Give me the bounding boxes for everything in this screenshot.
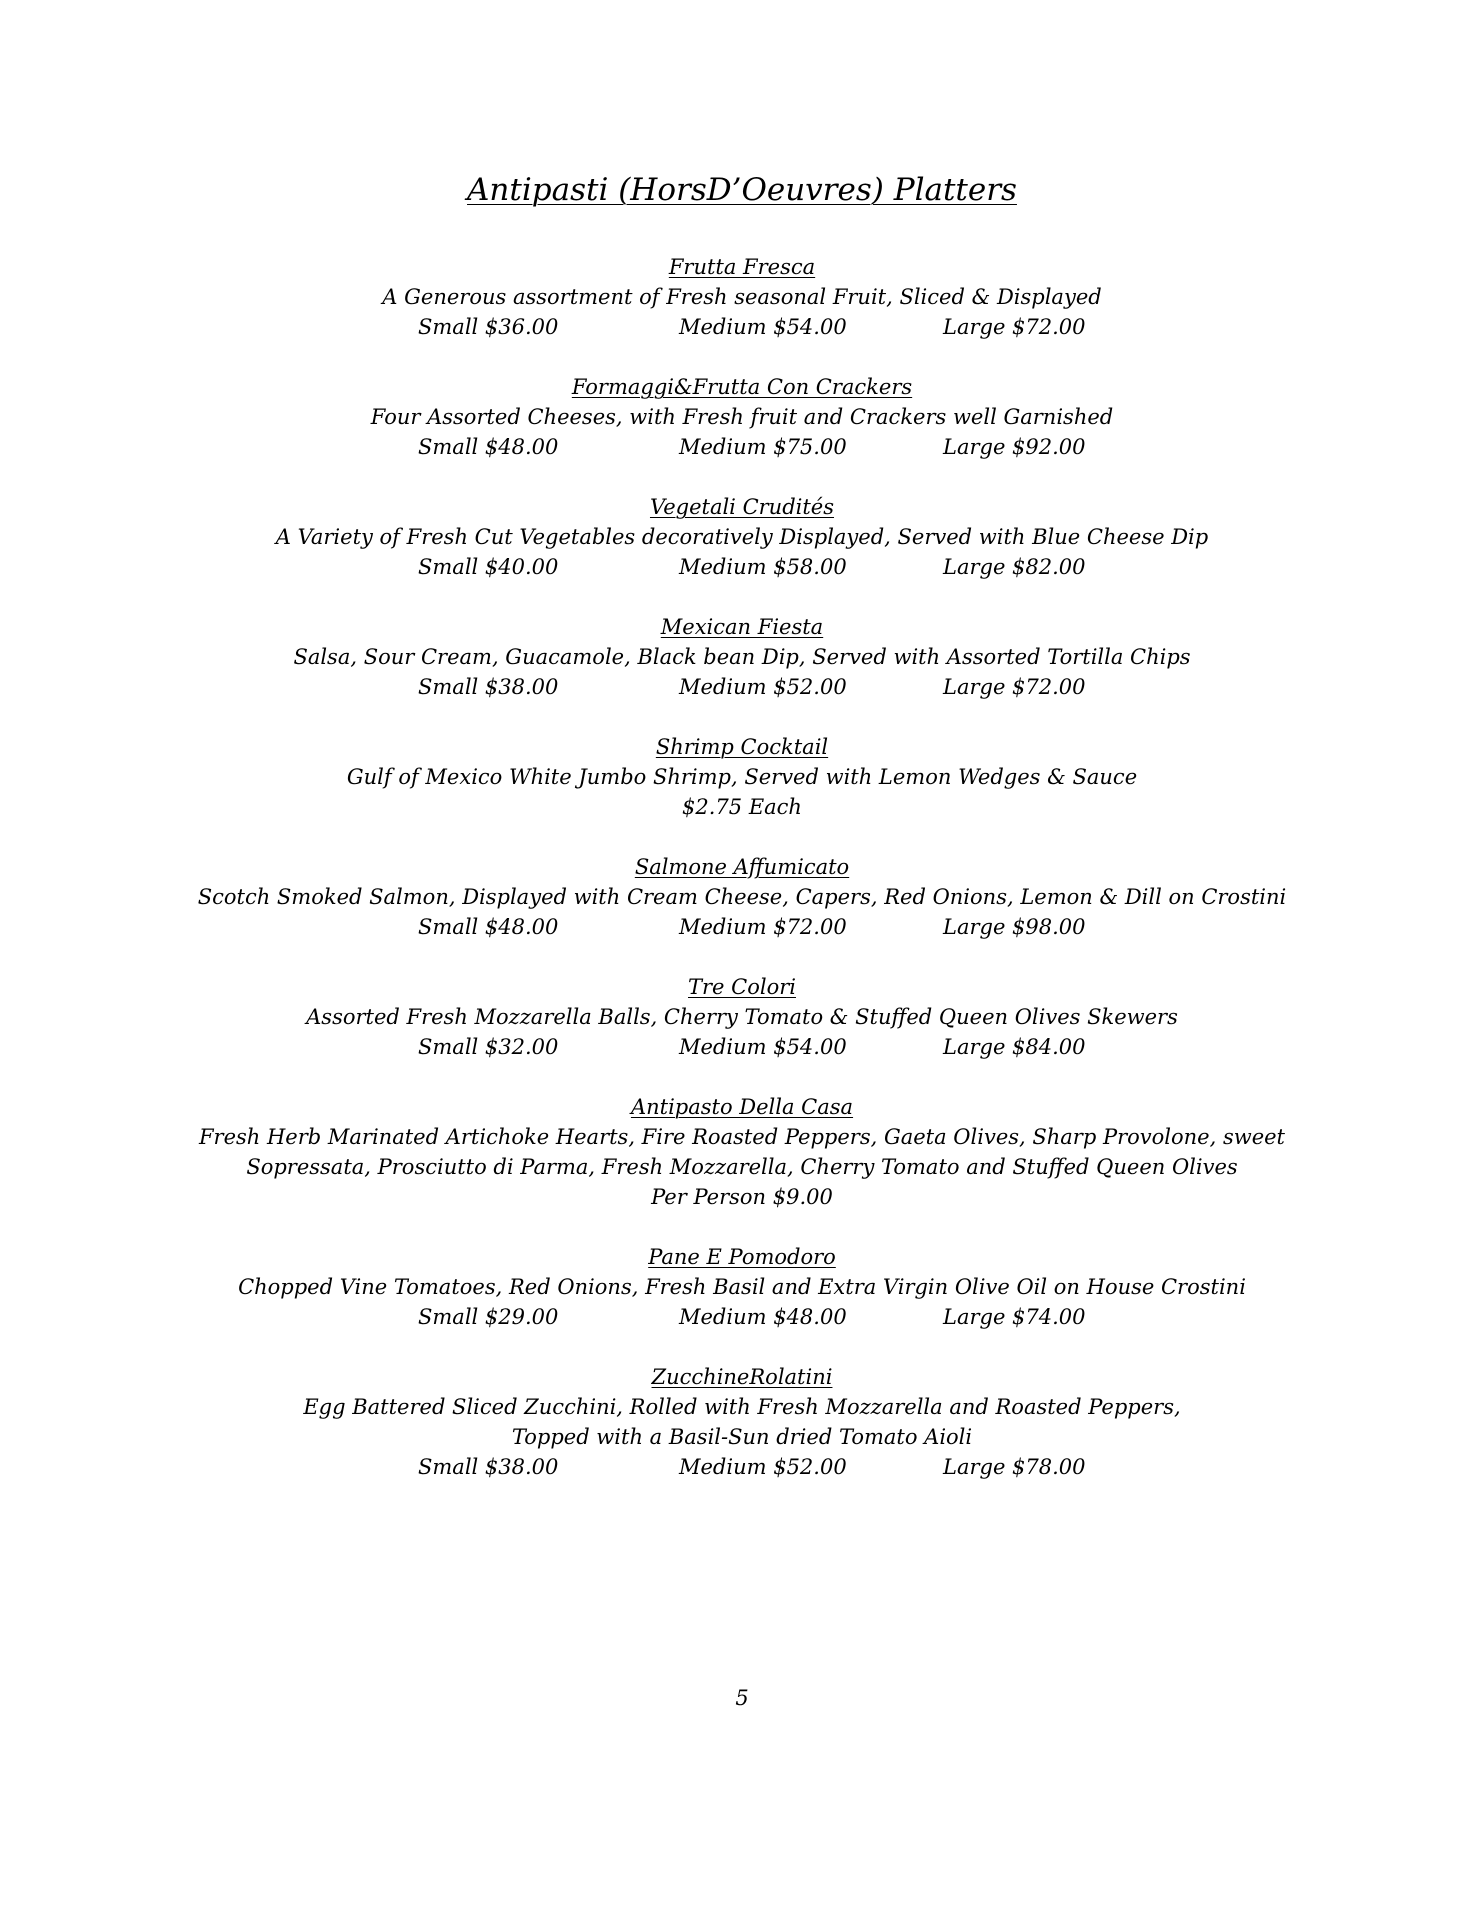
price-medium: Medium $58.00 xyxy=(679,555,847,579)
menu-item xyxy=(0,252,1484,342)
price-small: Small $36.00 xyxy=(418,315,559,339)
price-large: Large $72.00 xyxy=(943,315,1086,339)
menu-item xyxy=(0,972,1484,1062)
menu-item xyxy=(0,852,1484,942)
menu-item-description: A Variety of Fresh Cut Vegetables decoratively Displayed, Served with Blue Cheese Dip xyxy=(275,525,1209,549)
menu-item-description: Sopressata, Prosciutto di Parma, Fresh Mozzarella, Cherry Tomato and Stuffed Queen Olives xyxy=(246,1155,1238,1179)
menu-item-price-row xyxy=(0,1032,1484,1062)
menu-item-price-row xyxy=(0,432,1484,462)
menu-item-name: Antipasto Della Casa xyxy=(630,1095,854,1119)
price-medium: Medium $72.00 xyxy=(679,915,847,939)
menu-item-description: Four Assorted Cheeses, with Fresh fruit and Crackers well Garnished xyxy=(370,405,1114,429)
menu-item-name: Shrimp Cocktail xyxy=(655,735,829,759)
price-small: Small $48.00 xyxy=(418,435,559,459)
menu-item-description: Assorted Fresh Mozzarella Balls, Cherry Tomato & Stuffed Queen Olives Skewers xyxy=(306,1005,1178,1029)
menu-item-name: Mexican Fiesta xyxy=(660,615,824,639)
menu-item-price-row xyxy=(0,1452,1484,1482)
menu-item-price-row xyxy=(0,912,1484,942)
menu-item-name: Salmone Affumicato xyxy=(634,855,850,879)
menu-item-name: Formaggi&Frutta Con Crackers xyxy=(571,375,913,399)
menu-item-description: Scotch Smoked Salmon, Displayed with Cream Cheese, Capers, Red Onions, Lemon & Dill on Crostini xyxy=(197,885,1287,909)
price-small: Small $38.00 xyxy=(418,1455,559,1479)
price-medium: Medium $52.00 xyxy=(679,1455,847,1479)
menu-item-price-row xyxy=(0,1302,1484,1332)
price-medium: Medium $54.00 xyxy=(679,1035,847,1059)
menu-item xyxy=(0,1242,1484,1332)
menu-item-price: $2.75 Each xyxy=(682,795,802,819)
price-large: Large $82.00 xyxy=(943,555,1086,579)
menu-item xyxy=(0,1362,1484,1482)
price-medium: Medium $54.00 xyxy=(679,315,847,339)
price-medium: Medium $48.00 xyxy=(679,1305,847,1329)
menu-item-description: Egg Battered Sliced Zucchini, Rolled with Fresh Mozzarella and Roasted Peppers, xyxy=(303,1395,1181,1419)
price-large: Large $72.00 xyxy=(943,675,1086,699)
menu-item xyxy=(0,612,1484,702)
price-small: Small $40.00 xyxy=(418,555,559,579)
menu-item-description: Gulf of Mexico White Jumbo Shrimp, Served with Lemon Wedges & Sauce xyxy=(346,765,1138,789)
price-medium: Medium $75.00 xyxy=(679,435,847,459)
menu-item-name: Pane E Pomodoro xyxy=(648,1245,836,1269)
menu-item-name: Frutta Fresca xyxy=(668,255,816,279)
price-large: Large $74.00 xyxy=(943,1305,1086,1329)
price-large: Large $78.00 xyxy=(943,1455,1086,1479)
price-small: Small $48.00 xyxy=(418,915,559,939)
price-medium: Medium $52.00 xyxy=(679,675,847,699)
price-small: Small $29.00 xyxy=(418,1305,559,1329)
menu-item-name: Tre Colori xyxy=(688,975,796,999)
menu-item-description: Fresh Herb Marinated Artichoke Hearts, Fire Roasted Peppers, Gaeta Olives, Sharp Provolone, sweet xyxy=(198,1125,1285,1149)
menu-item-name: Vegetali Crudités xyxy=(649,495,835,519)
menu-item-description: Salsa, Sour Cream, Guacamole, Black bean Dip, Served with Assorted Tortilla Chips xyxy=(293,645,1191,669)
price-large: Large $92.00 xyxy=(943,435,1086,459)
menu-item-price-row xyxy=(0,312,1484,342)
price-small: Small $38.00 xyxy=(418,675,559,699)
price-large: Large $84.00 xyxy=(943,1035,1086,1059)
menu-item-description: A Generous assortment of Fresh seasonal Fruit, Sliced & Displayed xyxy=(382,285,1102,309)
price-small: Small $32.00 xyxy=(418,1035,559,1059)
menu-item-price: Per Person $9.00 xyxy=(651,1185,833,1209)
menu-item-description: Chopped Vine Tomatoes, Red Onions, Fresh Basil and Extra Virgin Olive Oil on House Crostini xyxy=(238,1275,1246,1299)
menu-item-price-row xyxy=(0,552,1484,582)
page-number: 5 xyxy=(735,1686,749,1710)
menu-item xyxy=(0,372,1484,462)
menu-item xyxy=(0,732,1484,822)
menu-item-name: ZucchineRolatini xyxy=(651,1365,833,1389)
menu-item-price-row xyxy=(0,672,1484,702)
menu-item-description: Topped with a Basil-Sun dried Tomato Aioli xyxy=(511,1425,973,1449)
menu-item xyxy=(0,1092,1484,1212)
price-large: Large $98.00 xyxy=(943,915,1086,939)
menu-item xyxy=(0,492,1484,582)
page-title: Antipasti (HorsD’Oeuvres) Platters xyxy=(467,172,1017,208)
menu-list xyxy=(0,252,1484,1512)
